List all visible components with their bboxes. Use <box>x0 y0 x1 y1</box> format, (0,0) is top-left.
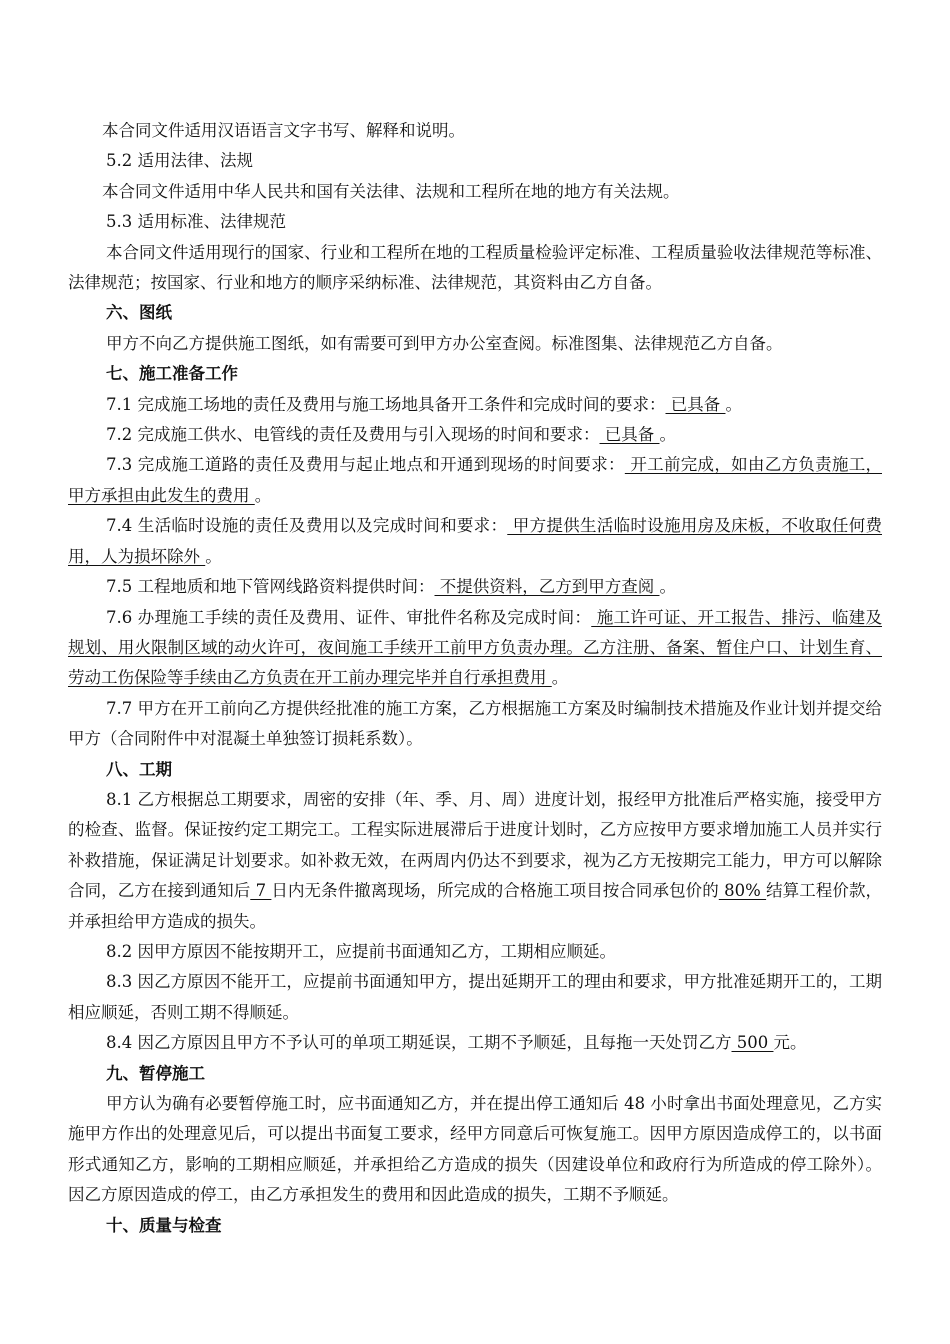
s7-3-item <box>68 450 882 511</box>
s7-3-label: 7.3 完成施工道路的责任及费用与起止地点和开通到现场的时间要求： <box>106 455 625 475</box>
s7-4-value: 甲方提供生活临时设施用房及床板，不收取任何费用，人为损坏除外 <box>68 516 882 566</box>
s6-heading: 六、图纸 <box>106 303 172 323</box>
s7-1-value: 已具备 <box>665 394 726 414</box>
s8-1-days: 7 <box>250 881 272 901</box>
s7-5-item <box>68 572 882 602</box>
s7-6-item <box>68 603 882 694</box>
s8-1-item <box>68 785 882 937</box>
s8-heading: 八、工期 <box>106 759 172 779</box>
s7-5-value: 不提供资料，乙方到甲方查阅 <box>434 577 660 597</box>
s7-5-label: 7.5 工程地质和地下管网线路资料提供时间： <box>106 577 435 597</box>
contract-page <box>68 116 882 1241</box>
s7-6-end: 。 <box>551 668 569 688</box>
s7-2-item <box>68 420 882 450</box>
s7-3-end: 。 <box>254 485 272 505</box>
s9-text: 甲方认为确有必要暂停施工时，应书面通知乙方，并在提出停工通知后 48 小时拿出书面处理意见，乙方实施甲方作出的处理意见后，可以提出书面复工要求，经甲方同意后可恢复施工。因甲方原因造成停工的，以书面形式通知乙方，影响的工期相应顺延，并承担给乙方造成的损失（因建设单位和政府行为所造成的停工除外）。因乙方原因造成的停工，由乙方承担发生的费用和因此造成的损失，工期不予顺延。 <box>68 1094 882 1205</box>
s5-2-text: 本合同文件适用中华人民共和国有关法律、法规和工程所在地的地方有关法规。 <box>102 181 680 201</box>
s8-1-text-b: 日内无条件撤离现场，所完成的合格施工项目按合同承包价的 <box>271 881 719 901</box>
s8-1-percent: 80% <box>718 881 767 901</box>
s5-1-text: 本合同文件适用汉语语言文字书写、解释和说明。 <box>102 121 465 140</box>
s10-heading: 十、质量与检查 <box>106 1215 222 1235</box>
s7-6-value: 施工许可证、开工报告、排污、临建及规划、用火限制区域的动火许可，夜间施工手续开工前甲方负责办理。乙方注册、备案、暂住户口、计划生育、劳动工伤保险等手续由乙方负责在开工前办理完毕并自行承担费用 <box>68 607 882 688</box>
s5-2-title: 5.2 适用法律、法规 <box>106 151 253 171</box>
s8-2-item: 8.2 因甲方原因不能按期开工，应提前书面通知乙方，工期相应顺延。 <box>106 941 616 961</box>
s7-4-item <box>68 511 882 572</box>
s5-3-title: 5.3 适用标准、法律规范 <box>106 212 286 232</box>
s7-1-item <box>68 390 882 420</box>
s8-1-text-a: 8.1 乙方根据总工期要求，周密的安排（年、季、月、周）进度计划，报经甲方批准后严格实施，接受甲方的检查、监督。保证按约定工期完工。工程实际进展滞后于进度计划时，乙方应按甲方要求增加施工人员并实行补救措施，保证满足计划要求。如补救无效，在两周内仍达不到要求，视为乙方无按期完工能力，甲方可以解除合同，乙方在接到通知后 <box>68 789 882 901</box>
s7-5-end: 。 <box>659 577 676 597</box>
s7-heading: 七、施工准备工作 <box>106 364 238 384</box>
s7-2-value: 已具备 <box>599 425 660 445</box>
s7-6-label: 7.6 办理施工手续的责任及费用、证件、审批件名称及完成时间： <box>106 607 592 627</box>
s8-4-item <box>68 1028 882 1058</box>
s8-4-text-a: 8.4 因乙方原因且甲方不予认可的单项工期延误，工期不予顺延，且每拖一天处罚乙方 <box>106 1033 732 1053</box>
s7-7-item: 7.7 甲方在开工前向乙方提供经批准的施工方案，乙方根据施工方案及时编制技术措施及作业计划并提交给甲方（合同附件中对混凝土单独签订损耗系数）。 <box>68 698 882 749</box>
s8-3-item: 8.3 因乙方原因不能开工，应提前书面通知甲方，提出延期开工的理由和要求，甲方批准延期开工的，工期相应顺延，否则工期不得顺延。 <box>68 972 882 1022</box>
s7-3-value: 开工前完成，如由乙方负责施工，甲方承担由此发生的费用 <box>68 455 882 505</box>
s8-1-text-c: 结算工程价款，并承担给甲方造成的损失。 <box>68 881 883 931</box>
s9-heading: 九、暂停施工 <box>106 1063 205 1083</box>
s7-4-label: 7.4 生活临时设施的责任及费用以及完成时间和要求： <box>106 516 508 536</box>
s8-4-amount: 500 <box>731 1033 774 1053</box>
s7-2-end: 。 <box>659 425 676 445</box>
s5-3-text: 本合同文件适用现行的国家、行业和工程所在地的工程质量检验评定标准、工程质量验收法律规范等标准、法律规范；按国家、行业和地方的顺序采纳标准、法律规范，其资料由乙方自备。 <box>68 242 882 293</box>
s6-text: 甲方不向乙方提供施工图纸，如有需要可到甲方办公室查阅。标准图集、法律规范乙方自备。 <box>106 333 783 353</box>
s7-1-label: 7.1 完成施工场地的责任及费用与施工场地具备开工条件和完成时间的要求： <box>106 394 666 414</box>
s8-4-text-b: 元。 <box>773 1033 807 1053</box>
s7-1-end: 。 <box>725 394 742 414</box>
s7-4-end: 。 <box>205 546 222 566</box>
s7-2-label: 7.2 完成施工供水、电管线的责任及费用与引入现场的时间和要求： <box>106 425 600 445</box>
